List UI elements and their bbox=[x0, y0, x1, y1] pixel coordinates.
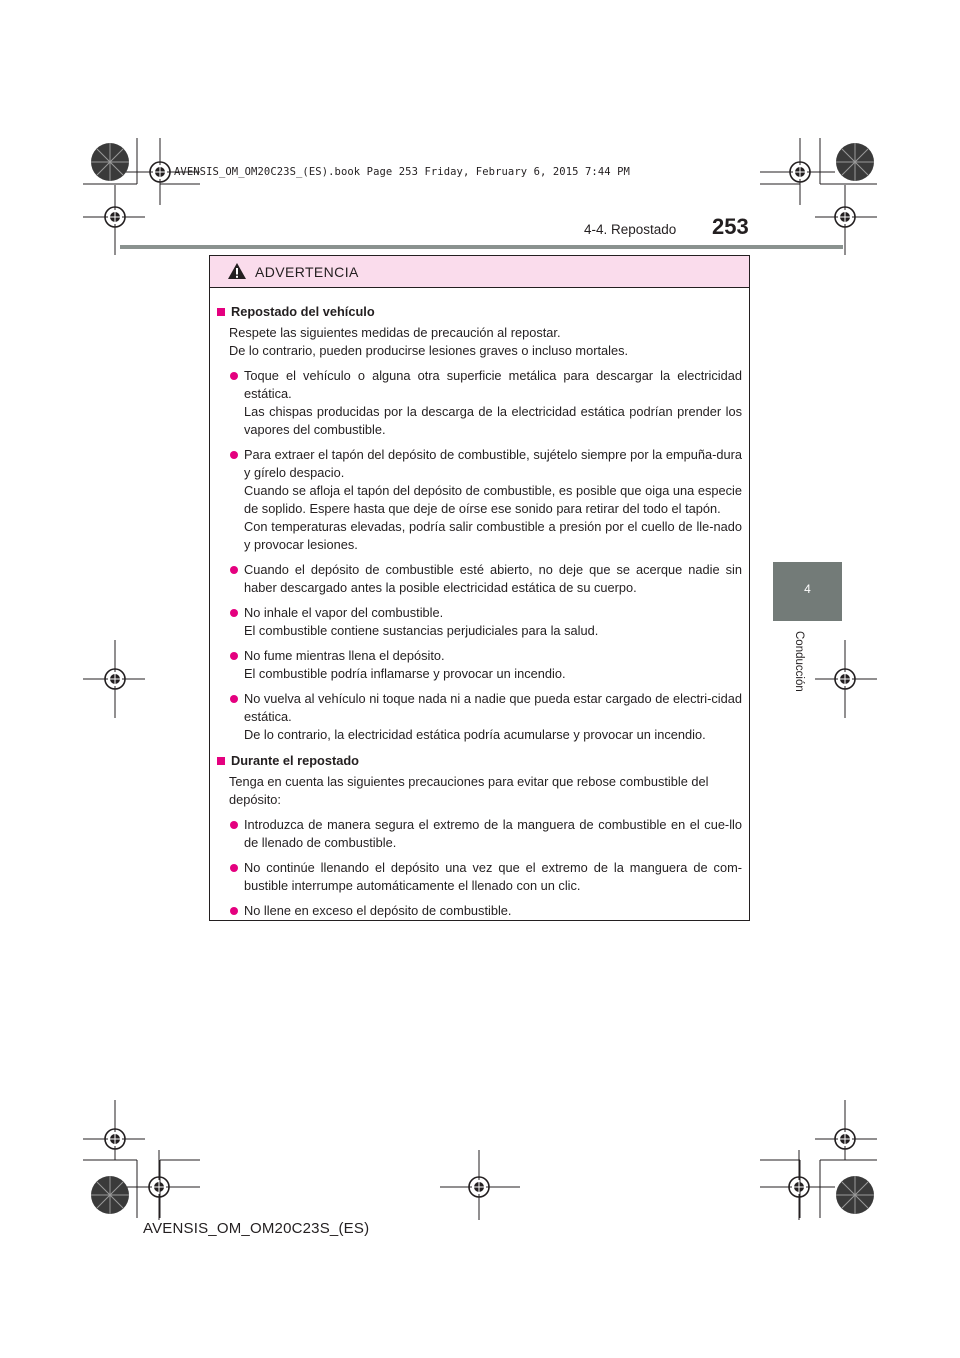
list-item bbox=[216, 647, 742, 683]
bullet-line: No fume mientras llena el depósito. bbox=[244, 648, 445, 663]
round-bullet-icon bbox=[230, 451, 238, 459]
bullet-text bbox=[244, 859, 742, 895]
bullet-line: No vuelva al vehículo ni toque nada ni a nadie que pueda estar cargado de electri-cidad estática. bbox=[244, 691, 742, 724]
bullet-line: Introduzca de manera segura el extremo de la manguera de combustible en el cue-llo de llenado de combustible. bbox=[244, 817, 742, 850]
side-tab-number: 4 bbox=[804, 582, 811, 596]
section-during-refueling bbox=[216, 752, 742, 920]
square-bullet-icon bbox=[217, 308, 225, 316]
bullet-line: Las chispas producidas por la descarga de la electricidad estática podrían prender los vapores del combustible. bbox=[244, 404, 742, 437]
list-item bbox=[216, 816, 742, 852]
round-bullet-icon bbox=[230, 652, 238, 660]
bullet-list bbox=[216, 816, 742, 920]
warning-header bbox=[210, 256, 749, 288]
section-intro bbox=[216, 324, 742, 360]
bullet-list bbox=[216, 367, 742, 744]
intro-line: Tenga en cuenta las siguientes precauciones para evitar que rebose combustible del depósito: bbox=[229, 774, 709, 807]
warning-box bbox=[209, 255, 750, 921]
section-label: 4-4. Repostado bbox=[584, 222, 677, 237]
bullet-line: No inhale el vapor del combustible. bbox=[244, 605, 444, 620]
warning-triangle-icon bbox=[227, 262, 247, 285]
bullet-line: Cuando el depósito de combustible esté abierto, no deje que se acerque nadie sin haber descargado antes la posible electricidad estática de su cuerpo. bbox=[244, 562, 742, 595]
warning-body bbox=[210, 288, 749, 920]
footer-code: AVENSIS_OM_OM20C23S_(ES) bbox=[143, 1220, 370, 1237]
square-bullet-icon bbox=[217, 757, 225, 765]
section-heading-text: Repostado del vehículo bbox=[231, 304, 375, 319]
bullet-text bbox=[244, 367, 742, 439]
list-item bbox=[216, 446, 742, 554]
header-rule bbox=[120, 245, 843, 249]
bullet-text bbox=[244, 816, 742, 852]
list-item bbox=[216, 690, 742, 744]
bullet-line: El combustible podría inflamarse y provocar un incendio. bbox=[244, 666, 566, 681]
bullet-line: Con temperaturas elevadas, podría salir combustible a presión por el cuello de lle-nado y provocar lesiones. bbox=[244, 519, 742, 552]
warning-title: ADVERTENCIA bbox=[255, 264, 359, 280]
section-refueling bbox=[216, 303, 742, 744]
section-intro bbox=[216, 773, 742, 809]
bullet-text bbox=[244, 561, 742, 597]
list-item bbox=[216, 604, 742, 640]
section-heading-text: Durante el repostado bbox=[231, 753, 359, 768]
round-bullet-icon bbox=[230, 566, 238, 574]
bullet-text bbox=[244, 446, 742, 554]
bullet-text bbox=[244, 647, 742, 683]
side-tab-label: Conducción bbox=[793, 631, 805, 692]
round-bullet-icon bbox=[230, 695, 238, 703]
round-bullet-icon bbox=[230, 907, 238, 915]
bullet-line: Cuando se afloja el tapón del depósito de combustible, es posible que oiga una especie de soplido. Espere hasta que deje de oírse ese sonido para retirar del todo el tapón. bbox=[244, 483, 742, 516]
bullet-line: De lo contrario, la electricidad estática podría acumularse y provocar un incendio. bbox=[244, 727, 706, 742]
page-number: 253 bbox=[712, 214, 749, 239]
section-heading bbox=[216, 303, 742, 321]
list-item bbox=[216, 859, 742, 895]
book-stamp: AVENSIS_OM_OM20C23S_(ES).book Page 253 Friday, February 6, 2015 7:44 PM bbox=[174, 166, 630, 178]
bullet-text bbox=[244, 690, 742, 744]
bullet-line: Toque el vehículo o alguna otra superficie metálica para descargar la electricidad estática. bbox=[244, 368, 742, 401]
round-bullet-icon bbox=[230, 821, 238, 829]
intro-line: Respete las siguientes medidas de precaución al repostar. bbox=[229, 325, 561, 340]
bullet-text bbox=[244, 604, 742, 640]
list-item bbox=[216, 902, 742, 920]
section-heading bbox=[216, 752, 742, 770]
list-item bbox=[216, 561, 742, 597]
bullet-line: No llene en exceso el depósito de combustible. bbox=[244, 903, 512, 918]
intro-line: De lo contrario, pueden producirse lesiones graves o incluso mortales. bbox=[229, 343, 629, 358]
side-tab bbox=[773, 562, 842, 621]
bullet-line: El combustible contiene sustancias perjudiciales para la salud. bbox=[244, 623, 599, 638]
round-bullet-icon bbox=[230, 864, 238, 872]
bullet-line: No continúe llenando el depósito una vez que el extremo de la manguera de com-bustible interrumpe automáticamente el llenado con un clic. bbox=[244, 860, 742, 893]
bullet-text bbox=[244, 902, 742, 920]
bullet-line: Para extraer el tapón del depósito de combustible, sujételo siempre por la empuña-dura y gírelo despacio. bbox=[244, 447, 742, 480]
list-item bbox=[216, 367, 742, 439]
round-bullet-icon bbox=[230, 609, 238, 617]
round-bullet-icon bbox=[230, 372, 238, 380]
